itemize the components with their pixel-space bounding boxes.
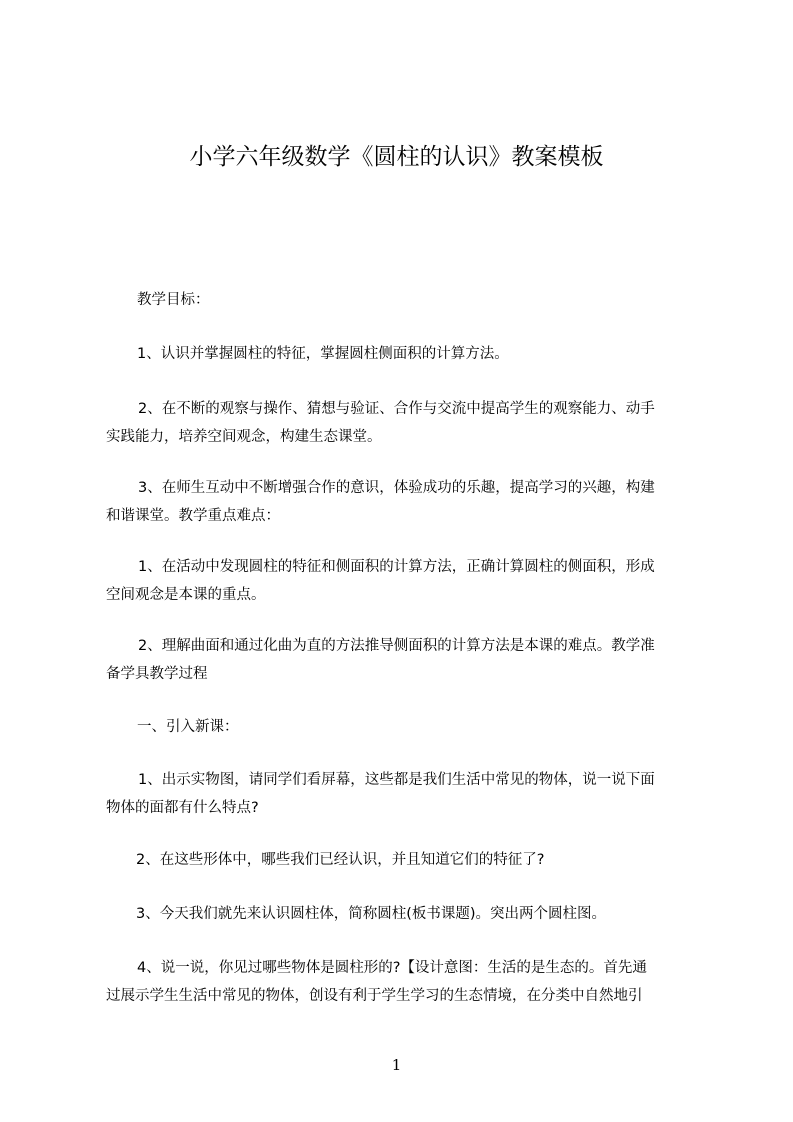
- text-line: 物体的面都有什么特点?: [106, 800, 259, 816]
- text-line: 一、引入新课：: [137, 719, 239, 735]
- text-line: 3、在师生互动中不断增强合作的意识，体验成功的乐趣，提高学习的兴趣，构建: [138, 480, 655, 496]
- text-line: 过展示学生生活中常见的物体，创设有利于学生学习的生态情境，在分类中自然地引: [106, 988, 643, 1004]
- text-line: 1、出示实物图，请同学们看屏幕，这些都是我们生活中常见的物体，说一说下面: [138, 772, 655, 788]
- text-line: 2、在不断的观察与操作、猜想与验证、合作与交流中提高学生的观察能力、动手: [138, 401, 655, 417]
- text-line: 实践能力，培养空间观念，构建生态课堂。: [106, 429, 382, 445]
- text-line: 1、在活动中发现圆柱的特征和侧面积的计算方法，正确计算圆柱的侧面积，形成: [138, 559, 655, 575]
- paragraph-step-3: [106, 900, 748, 928]
- text-line: 2、在这些形体中，哪些我们已经认识，并且知道它们的特征了?: [136, 852, 545, 868]
- text-line: 教学目标：: [137, 292, 210, 308]
- text-line: 1、认识并掌握圆柱的特征，掌握圆柱侧面积的计算方法。: [137, 346, 509, 362]
- paragraph-step-2: [106, 846, 748, 874]
- text-line: 和谐课堂。教学重点难点：: [106, 508, 280, 524]
- paragraph-goal-1: [106, 340, 749, 368]
- paragraph-section-intro: [106, 713, 749, 741]
- text-line: 3、今天我们就先来认识圆柱体，简称圆柱(板书课题)。突出两个圆柱图。: [136, 906, 607, 922]
- text-line: 空间观念是本课的重点。: [106, 587, 266, 603]
- text-line: 4、说一说，你见过哪些物体是圆柱形的?【设计意图：生活的是生态的。首先通: [137, 960, 647, 976]
- paragraph-key-point-1: [106, 553, 718, 609]
- paragraph-step-1: [106, 766, 718, 822]
- paragraph-teaching-goals-heading: [106, 286, 749, 314]
- paragraph-step-4: [106, 954, 718, 1010]
- text-line: 2、理解曲面和通过化曲为直的方法推导侧面积的计算方法是本课的难点。教学准: [138, 638, 655, 654]
- paragraph-key-point-2: [106, 632, 718, 688]
- paragraph-goal-2: [106, 395, 718, 451]
- page-number: 1: [391, 1056, 402, 1074]
- document-title: 小学六年级数学《圆柱的认识》教案模板: [189, 144, 604, 170]
- text-line: 备学具教学过程: [106, 666, 208, 682]
- paragraph-goal-3: [106, 474, 718, 530]
